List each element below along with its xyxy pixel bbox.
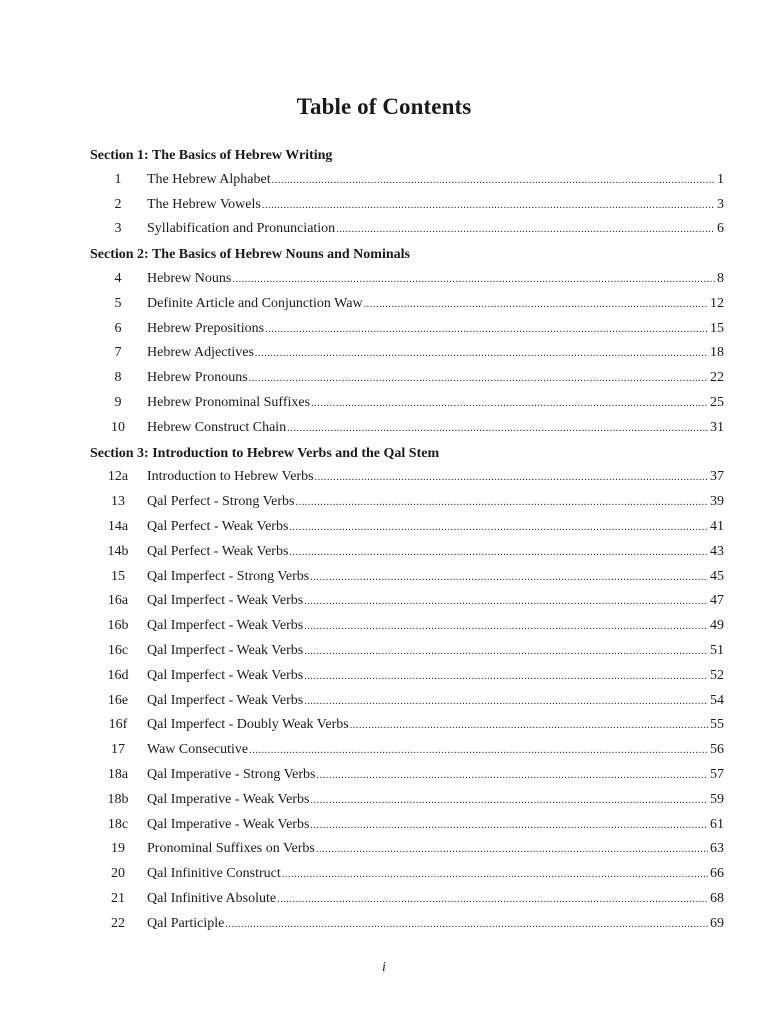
dot-leader	[296, 491, 709, 516]
dot-leader	[249, 739, 708, 764]
toc-entry-title: Syllabification and Pronunciation	[147, 221, 336, 237]
toc-entry-number: 16c	[107, 642, 129, 658]
toc-entry-page: 18	[710, 345, 724, 361]
toc-entry-title: Hebrew Nouns	[147, 270, 232, 286]
toc-entry-number: 16f	[108, 717, 128, 733]
dot-leader	[316, 838, 708, 863]
toc-entry-title: Pronominal Suffixes on Verbs	[147, 841, 315, 857]
toc-entry[interactable]	[90, 589, 724, 614]
toc-entry-number: 9	[114, 394, 122, 410]
toc-entry-page: 31	[710, 419, 724, 435]
toc-entry[interactable]	[90, 713, 724, 738]
toc-entry-number: 18c	[107, 816, 129, 832]
dot-leader	[265, 318, 708, 343]
toc-entry-number: 7	[114, 345, 122, 361]
toc-entry[interactable]	[90, 267, 724, 292]
toc-entry[interactable]	[90, 317, 724, 342]
toc-entry-title: Qal Participle	[147, 915, 225, 931]
toc-entry-number: 10	[111, 419, 125, 435]
toc-entry[interactable]	[90, 465, 724, 490]
dot-leader	[225, 913, 708, 938]
toc-entry-number: 19	[111, 841, 125, 857]
toc-entry-page: 37	[710, 469, 724, 485]
dot-leader	[282, 863, 708, 888]
toc-entry-title: Hebrew Pronominal Suffixes	[147, 394, 311, 410]
toc-entry-title: Qal Imperfect - Strong Verbs	[147, 568, 310, 584]
toc-entry-number: 13	[111, 494, 125, 510]
toc-entry-title: Hebrew Pronouns	[147, 370, 248, 386]
toc-entry-page: 6	[717, 221, 724, 237]
section-heading: Section 1: The Basics of Hebrew Writing	[90, 148, 333, 163]
toc-entry-page: 55	[710, 717, 724, 733]
dot-leader	[262, 194, 715, 219]
toc-entry-number: 16b	[107, 618, 129, 634]
toc-entry-number: 4	[114, 270, 122, 286]
toc-entry-title: Qal Imperative - Weak Verbs	[147, 791, 310, 807]
toc-entry-page: 45	[710, 568, 724, 584]
toc-entry-title: The Hebrew Alphabet	[147, 171, 271, 187]
toc-entry-title: Qal Infinitive Absolute	[147, 890, 277, 906]
toc-entry-page: 61	[710, 816, 724, 832]
toc-entry-title: Qal Perfect - Weak Verbs	[147, 518, 289, 534]
toc-entry-number: 5	[114, 295, 122, 311]
toc-entry-number: 22	[111, 915, 125, 931]
toc-entry-number: 17	[111, 742, 125, 758]
section-heading: Section 3: Introduction to Hebrew Verbs and the Qal Stem	[90, 445, 440, 461]
toc-entry[interactable]	[90, 366, 724, 391]
toc-entry-number: 3	[114, 221, 122, 237]
toc-entry-title: Qal Imperative - Strong Verbs	[147, 766, 316, 782]
dot-leader	[289, 516, 708, 541]
toc-entry-title: Hebrew Adjectives	[147, 345, 254, 361]
toc-entry-page: 1	[717, 171, 724, 187]
toc-entry-title: Waw Consecutive	[147, 742, 249, 758]
dot-leader	[304, 615, 708, 640]
toc-entry[interactable]	[90, 490, 724, 515]
toc-entry-page: 52	[710, 667, 724, 683]
toc-entry-number: 6	[114, 320, 122, 336]
toc-entry-page: 66	[710, 866, 724, 882]
toc-entry-title: Hebrew Construct Chain	[147, 419, 287, 435]
dot-leader	[364, 293, 708, 318]
toc-entry[interactable]	[90, 639, 724, 664]
toc-entry-page: 47	[710, 593, 724, 609]
toc-entry-title: Qal Imperfect - Weak Verbs	[147, 593, 304, 609]
toc-entry-number: 1	[114, 171, 122, 187]
table-of-contents	[90, 143, 724, 937]
dot-leader	[316, 764, 708, 789]
toc-entry-number: 18a	[107, 766, 129, 782]
toc-entry-page: 63	[710, 841, 724, 857]
dot-leader	[310, 814, 708, 839]
toc-entry[interactable]	[90, 664, 724, 689]
dot-leader	[287, 417, 708, 442]
toc-entry[interactable]	[90, 540, 724, 565]
toc-entry[interactable]	[90, 565, 724, 590]
toc-entry[interactable]	[90, 862, 724, 887]
toc-entry-page: 15	[710, 320, 724, 336]
toc-entry-title: Introduction to Hebrew Verbs	[147, 469, 314, 485]
toc-entry-number: 18b	[107, 791, 129, 807]
toc-entry-number: 14a	[107, 518, 129, 534]
toc-entry-page: 12	[710, 295, 724, 311]
dot-leader	[310, 566, 708, 591]
toc-entry-number: 12a	[107, 469, 129, 485]
toc-entry-number: 15	[111, 568, 125, 584]
toc-entry-number: 8	[114, 370, 122, 386]
toc-entry-title: Qal Imperfect - Doubly Weak Verbs	[147, 717, 349, 733]
toc-entry[interactable]	[90, 763, 724, 788]
toc-entry-number: 20	[111, 866, 125, 882]
toc-entry-page: 49	[710, 618, 724, 634]
toc-entry-page: 54	[710, 692, 724, 708]
toc-entry-page: 39	[710, 494, 724, 510]
dot-leader	[304, 665, 708, 690]
toc-entry[interactable]	[90, 614, 724, 639]
toc-entry[interactable]	[90, 292, 724, 317]
dot-leader	[249, 367, 708, 392]
toc-entry-title: Qal Imperative - Weak Verbs	[147, 816, 310, 832]
toc-entry[interactable]	[90, 788, 724, 813]
dot-leader	[255, 342, 708, 367]
page-number: i	[382, 960, 386, 975]
dot-leader	[277, 888, 708, 913]
toc-entry[interactable]	[90, 391, 724, 416]
toc-entry[interactable]	[90, 689, 724, 714]
toc-entry-number: 2	[114, 196, 122, 212]
toc-entry[interactable]	[90, 837, 724, 862]
dot-leader	[315, 466, 708, 491]
toc-entry-title: The Hebrew Vowels	[147, 196, 261, 212]
toc-entry-page: 22	[710, 370, 724, 386]
toc-entry-page: 43	[710, 543, 724, 559]
toc-entry-page: 59	[710, 791, 724, 807]
toc-entry-title: Qal Imperfect - Weak Verbs	[147, 642, 304, 658]
dot-leader	[304, 690, 708, 715]
toc-entry[interactable]	[90, 416, 724, 441]
toc-entry-page: 57	[710, 766, 724, 782]
dot-leader	[232, 268, 715, 293]
page-title: Table of Contents	[296, 94, 472, 119]
dot-leader	[304, 640, 708, 665]
toc-entry-page: 69	[710, 915, 724, 931]
toc-entry-page: 8	[717, 270, 724, 286]
toc-entry-number: 16e	[107, 692, 129, 708]
toc-entry-page: 3	[717, 196, 724, 212]
toc-entry[interactable]	[90, 515, 724, 540]
dot-leader	[336, 218, 715, 243]
toc-entry[interactable]	[90, 341, 724, 366]
toc-entry-title: Qal Imperfect - Weak Verbs	[147, 618, 304, 634]
toc-entry[interactable]	[90, 887, 724, 912]
dot-leader	[350, 714, 708, 739]
toc-entry-title: Qal Perfect - Weak Verbs	[147, 543, 289, 559]
toc-entry-number: 16d	[107, 667, 129, 683]
dot-leader	[289, 541, 708, 566]
toc-entry-page: 51	[710, 642, 724, 658]
toc-entry-title: Hebrew Prepositions	[147, 320, 265, 336]
toc-entry[interactable]	[90, 168, 724, 193]
toc-entry[interactable]	[90, 813, 724, 838]
toc-entry-title: Qal Perfect - Strong Verbs	[147, 494, 295, 510]
toc-entry[interactable]	[90, 193, 724, 218]
toc-entry-number: 21	[111, 890, 125, 906]
dot-leader	[310, 789, 708, 814]
toc-entry-page: 68	[710, 890, 724, 906]
toc-entry-page: 41	[710, 518, 724, 534]
toc-entry-title: Qal Imperfect - Weak Verbs	[147, 692, 304, 708]
toc-entry-number: 16a	[107, 593, 129, 609]
section-heading: Section 2: The Basics of Hebrew Nouns and Nominals	[90, 247, 410, 263]
toc-entry-number: 14b	[107, 543, 129, 559]
toc-entry-title: Definite Article and Conjunction Waw	[147, 295, 363, 311]
toc-entry-title: Qal Imperfect - Weak Verbs	[147, 667, 304, 683]
dot-leader	[272, 169, 715, 194]
toc-entry-page: 25	[710, 394, 724, 410]
dot-leader	[304, 590, 708, 615]
dot-leader	[311, 392, 708, 417]
toc-entry[interactable]	[90, 738, 724, 763]
toc-entry[interactable]	[90, 912, 724, 937]
toc-entry-page: 56	[710, 742, 724, 758]
toc-entry-title: Qal Infinitive Construct	[147, 866, 281, 882]
toc-entry[interactable]	[90, 217, 724, 242]
